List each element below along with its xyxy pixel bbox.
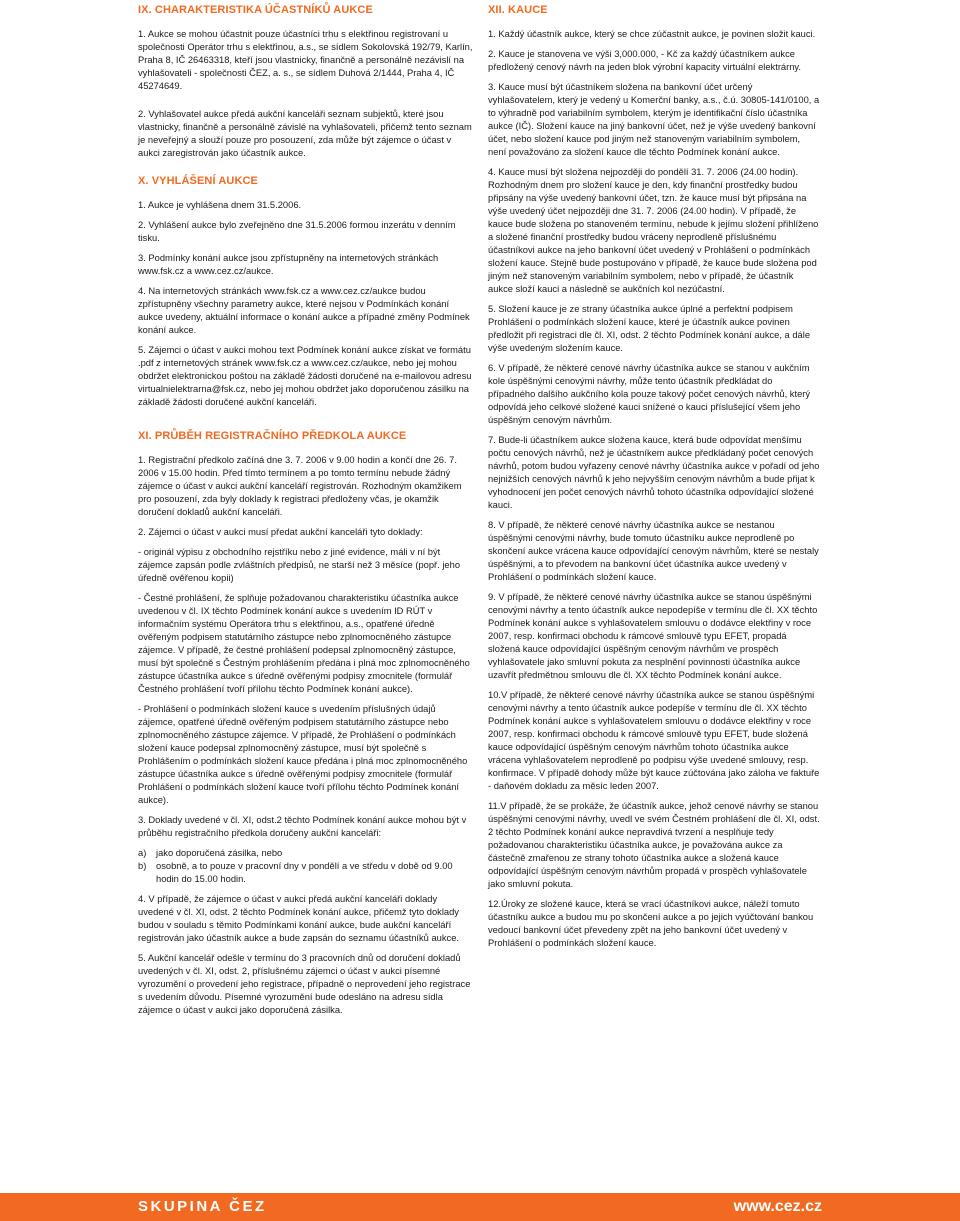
section-heading-x: X. VYHLÁŠENÍ AUKCE (138, 175, 258, 187)
website-link[interactable]: www.cez.cz (733, 1198, 822, 1215)
paragraph: 8. V případě, že některé cenové návrhy účastníka aukce se nestanou úspěšnými cenovými návrhy, bude tomuto účastníku aukce neprodleně po skončení aukce vrácena kauce odpovídající cenovým návrhům, které se nestaly úspěšnými, a to převodem na bankovní účet účastníka aukce uvedený v Prohlášení o podmínkách složení kauce. (488, 520, 819, 582)
paragraph: 7. Bude-li účastníkem aukce složena kauce, která bude odpovídat menšímu počtu cenových návrhů, než je účastníkem aukce předkládaný počet cenových návrhů, potom budou vyřazeny cenové návrhy účastníka aukce v pořadí od jeho nejnižších cenových návrhů k jeho nejvyšším cenovým návrhům a bude přijat k vyhodnocení jen počet cenových návrhů tohoto účastníka odpovídající složené kauci. (488, 435, 820, 510)
paragraph: - originál výpisu z obchodního rejstříku nebo z jiné evidence, máli v ní být zájemce zapsán podle zvláštních předpisů, ne starší než 3 měsíce (popř. jeho úředně ověřenou kopii) (138, 547, 461, 583)
paragraph: 12.Úroky ze složené kauce, která se vrací účastníkovi aukce, náleží tomuto účastníku aukce a budou mu po skončení aukce a po jejich vyúčtování bankou vedoucí bankovní účet převedeny zpět na jeho bankovní účet uvedený v Prohlášení o podmínkách složení kauce. (488, 899, 814, 948)
list-item-text: osobně, a to pouze v pracovní dny v pondělí a ve středu v době od 9.00 hodin do 15.00 hodin. (156, 861, 453, 884)
paragraph: 3. Kauce musí být účastníkem složena na bankovní účet určený vyhlašovatelem, který je vedený u Komerční banky, a.s., č.ú. 30805-141/0100, a to výhradně pod variabilním symbolem, kterým je identifikační číslo účastníka aukce (IČ). Složení kauce na jiný bankovní účet, než je výše uvedený bankovní účet, nebo složení kauce pod jiným než stanoveným variabilním symbolem, není považováno za složení kauce dle těchto Podmínek konání aukce. (488, 82, 820, 157)
list-item-text: jako doporučená zásilka, nebo (156, 848, 283, 858)
left-column (138, 4, 474, 1024)
paragraph: 1. Aukce je vyhlášena dnem 31.5.2006. (138, 200, 302, 210)
right-column (488, 4, 820, 957)
list-item (138, 860, 474, 886)
paragraph: 3. Doklady uvedené v čl. XI, odst.2 těchto Podmínek konání aukce mohou být v průběhu registračního předkola doručeny aukční kanceláři: (138, 815, 467, 838)
list-marker: b) (138, 861, 147, 871)
paragraph: 11.V případě, že se prokáže, že účastník aukce, jehož cenové návrhy se stanou úspěšnými cenovými návrhy, uvedl ve svém Čestném prohlášení dle čl. XI, odst. 2 těchto Podmínek konání aukce nepravdivá tvrzení a nesplňuje tedy požadovanou charakteristiku účastníka aukce, je považována aukce za částečně zmařenou ze strany tohoto účastníka aukce a složená kauce odpovídající úspěšným cenovým návrhům propadá v prospěch vyhlašovatele jako smluvní pokuta. (488, 801, 820, 889)
paragraph: 4. Kauce musí být složena nejpozději do pondělí 31. 7. 2006 (24.00 hodin). Rozhodným dnem pro složení kauce je den, kdy finanční prostředky budou připsány na výše uvedený bankovní účet, tzn. že kauce musí být připsána na výše uvedený účet nejpozději dne 31. 7. 2006 (24.00 hodin). V případě, že kauce bude složena po stanoveném termínu, nebude k jejímu složení přihlíženo a složené finanční prostředky budou vráceny neprodleně příslušnému účastníkovi aukce na jeho bankovní účet uvedený v Prohlášení o podmínkách složení kauce. Stejně bude postupováno v případě, že kauce bude složena pod jiným než stanoveným variabilním symbolem, nebo v případě, že účastník aukce složí kauci a následně se aukčních kol nezúčastní. (488, 167, 819, 294)
delivery-options-list (138, 847, 474, 886)
section-heading-ix: IX. CHARAKTERISTIKA ÚČASTNÍKŮ AUKCE (138, 4, 373, 16)
brand-logo-text: SKUPINA ČEZ (138, 1198, 267, 1215)
paragraph: 10.V případě, že některé cenové návrhy účastníka aukce se stanou úspěšnými cenovými návrhy a tento účastník aukce podepíše v termínu dle čl. XX těchto Podmínek konání aukce s vyhlašovatelem smlouvu o dodávce elektřiny v roce 2007, resp. konfirmaci obchodu k rámcové smlouvě typu EFET, bude složená kauce odpovídající úspěšným cenovým návrhům tohoto účastníka aukce vrácena vyhlašovatelem neprodleně po podpisu výše uvedené smlouvy, resp. konfirmace. V případě dohody může být kauce zúčtována jako záloha ve faktuře - daňovém dokladu za měsíc leden 2007. (488, 690, 820, 791)
paragraph: - Prohlášení o podmínkách složení kauce s uvedením příslušných údajů zájemce, opatřené úředně ověřeným podpisem statutárního zástupce nebo zplnomocněného zástupce zájemce. V případě, že Prohlášení o podmínkách složení kauce podepsal zplnomocněný zástupce, musí být společně s Prohlášením o podmínkách složení kauce předána i plná moc zplnomocněného zástupce účastníka aukce s úředně ověřenými podpisy zmocnitele (formulář Prohlášení o podmínkách složení kauce tvoří přílohu těchto Podmínek konání aukce). (138, 704, 468, 805)
paragraph: 5. Zájemci o účast v aukci mohou text Podmínek konání aukce získat ve formátu .pdf z internetových stránek www.fsk.cz a www.cez.cz/aukce, nebo jej mohou obdržet elektronickou poštou na základě žádosti doručené na e-mailovou adresu virtualnielektrarna@fsk.cz, nebo jej mohou obdržet jako doporučenou zásilku na základě žádosti doručené aukční kanceláři. (138, 345, 472, 407)
paragraph: 9. V případě, že některé cenové návrhy účastníka aukce se stanou úspěšnými cenovými návrhy a tento účastník aukce nepodepíše v termínu dle čl. XX těchto Podmínek konání aukce s vyhlašovatelem smlouvu o dodávce elektřiny v roce 2007, resp. konfirmaci obchodu k rámcové smlouvě typu EFET, propadá složená kauce odpovídající úspěšným cenovým návrhům ve prospěch vyhlašovatele jako smluvní pokuta za nesplnění povinnosti účastníka aukce uzavřít předmětnou smlouvu dle čl. XX těchto Podmínek konání aukce. (488, 592, 818, 680)
paragraph: 5. Složení kauce je ze strany účastníka aukce úplné a perfektní podpisem Prohlášení o podmínkách složení kauce, které je účastník aukce povinen předložit při registraci dle čl. XI, odst. 2 těchto Podmínek konání aukce, a dále výše uvedeným složením kauce. (488, 304, 811, 353)
paragraph: - Čestné prohlášení, že splňuje požadovanou charakteristiku účastníka aukce uvedenou v čl. IX těchto Podmínek konání aukce s uvedením ID RÚT v informačním systému Operátora trhu s elektřinou, a.s., opatřené úředně ověřeným podpisem statutárního zástupce nebo zplnomocněného zástupce zájemce. V případě, že čestné prohlášení podepsal zplnomocněný zástupce, musí být společně s Čestným prohlášením předána i plná moc zplnomocněného zástupce účastníka aukce s úředně ověřenými podpisy zmocnitele (formulář Čestného prohlášení tvoří přílohu těchto Podmínek konání aukce). (138, 593, 470, 694)
paragraph: 1. Aukce se mohou účastnit pouze účastníci trhu s elektřinou registrovaní u společnosti Operátor trhu s elektřinou, a.s., se sídlem Sokolovská 192/79, Karlín, Praha 8, IČ 26463318, kteří jsou vlastnicky, finančně a personálně nezávislí na vyhlašovateli - společnosti ČEZ, a. s., se sídlem Duhová 2/1444, Praha 4, IČ 45274649. (138, 29, 473, 91)
list-marker: a) (138, 848, 147, 858)
paragraph: 3. Podmínky konání aukce jsou zpřístupněny na internetových stránkách www.fsk.cz a www.cez.cz/aukce. (138, 253, 439, 276)
section-heading-xi: XI. PRŮBĚH REGISTRAČNÍHO PŘEDKOLA AUKCE (138, 430, 407, 442)
paragraph: 2. Vyhlášení aukce bylo zveřejněno dne 31.5.2006 formou inzerátu v denním tisku. (138, 220, 456, 243)
section-heading-xii: XII. KAUCE (488, 4, 548, 16)
paragraph: 2. Zájemci o účast v aukci musí předat aukční kanceláři tyto doklady: (138, 527, 423, 537)
paragraph: 1. Každý účastník aukce, který se chce zúčastnit aukce, je povinen složit kauci. (488, 29, 816, 39)
paragraph: 4. Na internetových stránkách www.fsk.cz a www.cez.cz/aukce budou zpřístupněny všechny parametry aukce, které nejsou v Podmínkách konání aukce uvedeny, aktuální informace o konání aukce a případné změny Podmínek konání aukce. (138, 286, 470, 335)
paragraph: 4. V případě, že zájemce o účast v aukci předá aukční kanceláři doklady uvedené v čl. XI, odst. 2 těchto Podmínek konání aukce, přičemž tyto doklady budou v souladu s těmito Podmínkami konání aukce, bude aukční kanceláří registrován jako účastník aukce a bude zapsán do seznamu účastníků aukce. (138, 894, 459, 943)
paragraph: 5. Aukční kancelář odešle v termínu do 3 pracovních dnů od doručení dokladů uvedených v čl. XI, odst. 2, příslušnému zájemci o účast v aukci písemné vyrozumění o provedení jeho registrace, případně o neprovedení jeho registrace s uvedením důvodu. Písemné vyrozumění bude odesláno na adresu sídla zájemce o účast v aukci jako doporučená zásilka. (138, 953, 471, 1015)
paragraph: 6. V případě, že některé cenové návrhy účastníka aukce se stanou v aukčním kole úspěšnými cenovými návrhy, může tento účastník předkládat do případného dalšího aukčního kola pouze takový počet cenových návrhů, který odpovídá jeho celkové složené kauci snížené o kauci příslušející všem jeho úspěšným cenovým návrhům. (488, 363, 811, 425)
paragraph: 1. Registrační předkolo začíná dne 3. 7. 2006 v 9.00 hodin a končí dne 26. 7. 2006 v 15.00 hodin. Před tímto termínem a po tomto termínu nebude žádný zájemce o účast v aukci aukční kanceláří registrován. Rozhodným okamžikem pro posouzení, zda byly doklady k registraci předloženy včas, je okamžik doručení dokladů aukční kanceláři. (138, 455, 462, 517)
paragraph: 2. Vyhlašovatel aukce předá aukční kanceláři seznam subjektů, které jsou vlastnicky, finančně a personálně závislé na vyhlašovateli, přičemž tento seznam je neveřejný a slouží pouze pro posouzení, zda může být zájemce o účast v aukci zaregistrován jako účastník aukce. (138, 109, 472, 158)
list-item (138, 847, 474, 860)
paragraph: 2. Kauce je stanovena ve výši 3,000.000, - Kč za každý účastníkem aukce předložený cenový návrh na jeden blok výrobní kapacity virtuální elektrárny. (488, 49, 802, 72)
